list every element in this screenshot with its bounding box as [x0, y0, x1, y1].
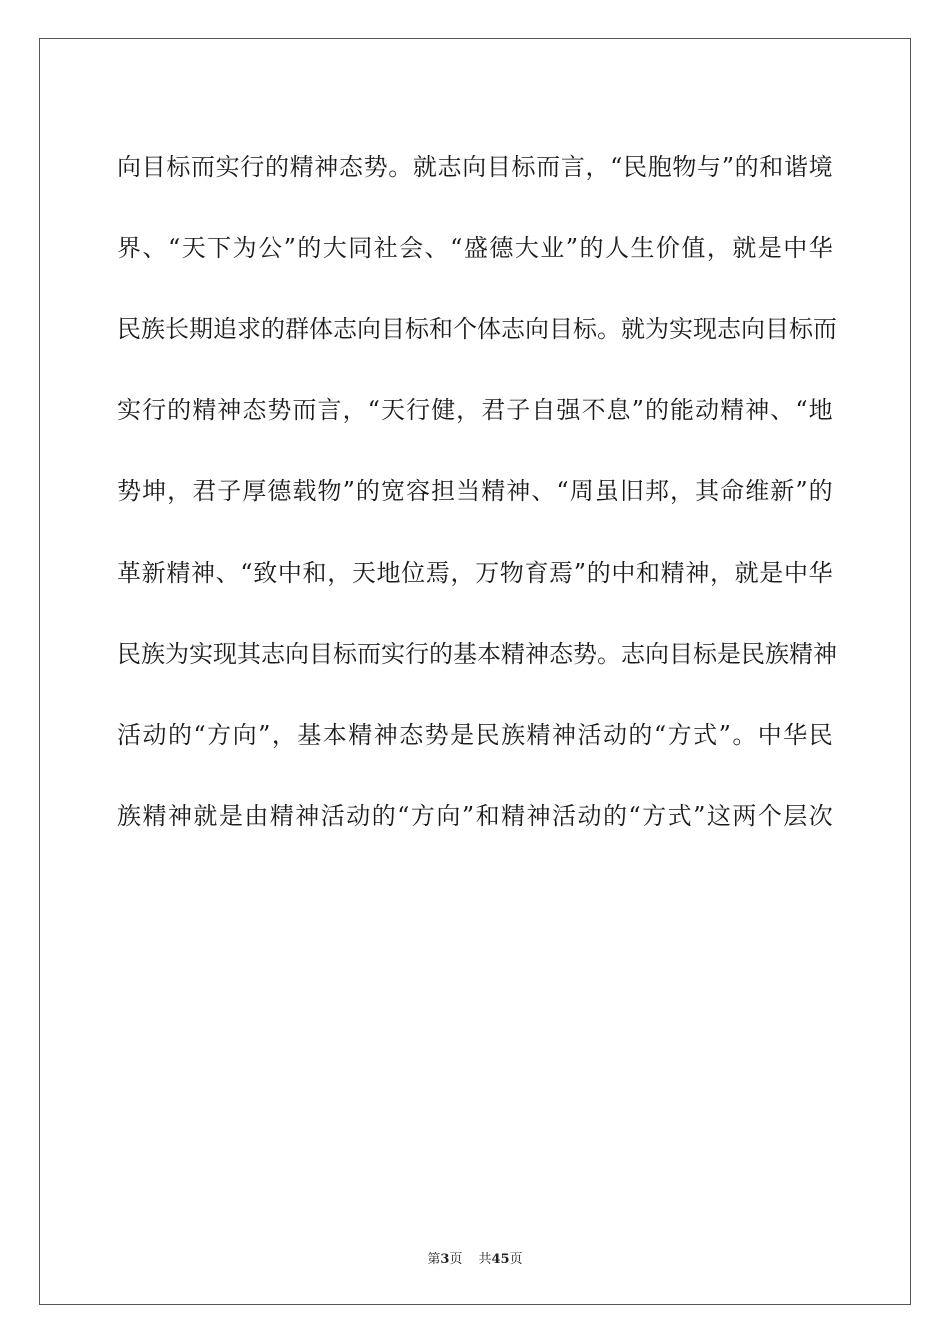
total-suffix: 页 [509, 1252, 523, 1267]
text-line: 民 族 长 期 追 求 的 群 体 志 向 目 标 和 个 体 志 向 目 标 。 就 为 实 现 志 向 目 标 而 [117, 314, 837, 343]
body-text [117, 126, 837, 857]
text-line: 向 目 标 而 实 行 的 精 神 态 势 。 就 志 向 目 标 而 言 ， “ 民 胞 物 与 ” 的 和 谐 境 [117, 152, 833, 181]
page-suffix: 页 [449, 1252, 463, 1267]
text-line: 活 动 的 “ 方 向 ” ， 基 本 精 神 态 势 是 民 族 精 神 活 动 的 “ 方 式 ” 。 中 华 民 [117, 720, 833, 749]
page-footer [0, 1248, 950, 1267]
text-line: 势 坤 ， 君 子 厚 德 载 物 ” 的 宽 容 担 当 精 神 、 “ 周 虽 旧 邦 ， 其 命 维 新 ” 的 [117, 477, 833, 506]
total-pages: 45 [491, 1252, 510, 1267]
text-line: 界 、 “ 天 下 为 公 ” 的 大 同 社 会 、 “ 盛 德 大 业 ” 的 人 生 价 值 ， 就 是 中 华 [117, 233, 833, 262]
total-prefix: 共 [478, 1252, 492, 1267]
page-number: 3 [440, 1252, 450, 1267]
page-prefix: 第 [427, 1252, 441, 1267]
text-line: 民 族 为 实 现 其 志 向 目 标 而 实 行 的 基 本 精 神 态 势 。 志 向 目 标 是 民 族 精 神 [117, 639, 837, 668]
text-line: 族 精 神 就 是 由 精 神 活 动 的 “ 方 向 ” 和 精 神 活 动 的 “ 方 式 ” 这 两 个 层 次 [117, 802, 833, 831]
text-line: 革 新 精 神 、 “ 致 中 和 ， 天 地 位 焉 ， 万 物 育 焉 ” 的 中 和 精 神 ， 就 是 中 华 [117, 558, 833, 587]
text-line: 实 行 的 精 神 态 势 而 言 ， “ 天 行 健 ， 君 子 自 强 不 息 ” 的 能 动 精 神 、 “ 地 [117, 396, 833, 425]
